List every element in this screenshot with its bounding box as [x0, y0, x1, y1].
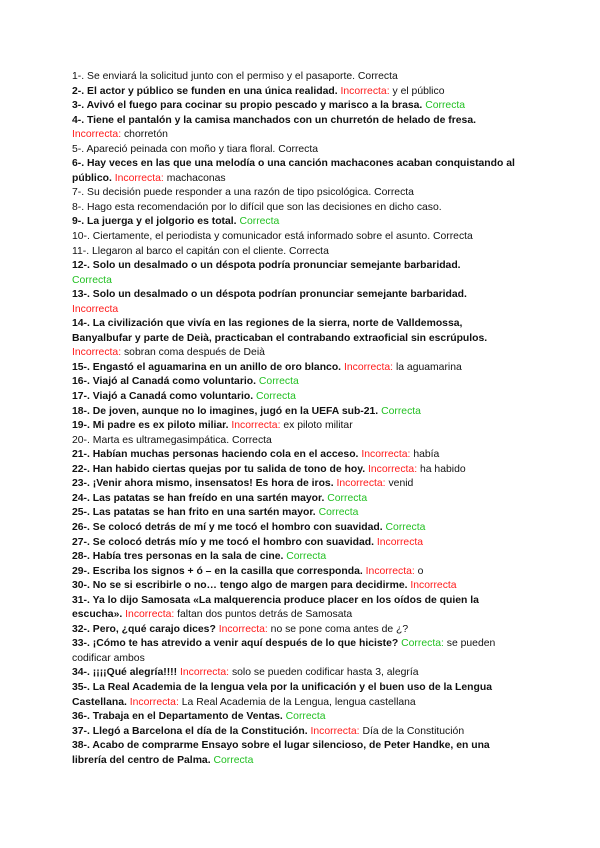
verdict-label: Incorrecta: [231, 420, 281, 432]
correction-note: chorretón [123, 129, 168, 141]
list-item [72, 594, 520, 623]
list-item [72, 419, 520, 434]
sentence-text: 30-. No se si escribirle o no… tengo algo de margen para decidirme. [72, 580, 408, 592]
verdict-label: Correcta [385, 521, 426, 533]
sentence-text: 17-. Viajó a Canadá como voluntario. [72, 391, 254, 403]
sentence-text: 22-. Han habido ciertas quejas por tu salida de tono de hoy. [72, 463, 366, 475]
sentence-text: 31-. Ya lo dijo Samosata «La malquerencia produce placer en los oídos de quien la escucha». [72, 594, 479, 621]
correction-note: La Real Academia de la Lengua, lengua castellana [181, 696, 416, 708]
verdict-label: Incorrecta [376, 536, 424, 548]
list-item [72, 681, 520, 710]
verdict-label: Correcta [432, 231, 473, 243]
verdict-label: Incorrecta [72, 303, 119, 315]
correction-note: no se pone coma antes de ¿? [270, 623, 409, 635]
list-item [72, 405, 520, 420]
verdict-label: Incorrecta: [114, 172, 164, 184]
list-item [72, 565, 520, 580]
list-item [72, 579, 520, 594]
sentence-text: 2-. El actor y público se funden en una única realidad. [72, 85, 338, 97]
list-item [72, 375, 520, 390]
list-item [72, 259, 520, 288]
list-item [72, 114, 520, 143]
correction-note: sobran coma después de Deià [123, 347, 265, 359]
correction-note: ha habido [419, 463, 466, 475]
verdict-label: Correcta [286, 551, 327, 563]
verdict-label: Incorrecta: [125, 609, 175, 621]
correction-note: y el público [392, 85, 445, 97]
list-item [72, 463, 520, 478]
verdict-label: Incorrecta: [336, 478, 386, 490]
sentence-text: 24-. Las patatas se han freído en una sartén mayor. [72, 492, 325, 504]
sentence-text: 18-. De joven, aunque no lo imagines, jugó en la UEFA sub-21. [72, 405, 379, 417]
verdict-label: Correcta [239, 216, 280, 228]
verdict-label: Correcta [258, 376, 299, 388]
sentence-text: 35-. La Real Academia de la lengua vela por la unificación y el buen uso de la Lengua Castellana. [72, 681, 492, 708]
verdict-label: Incorrecta: [361, 449, 411, 461]
list-item [72, 623, 520, 638]
sentence-text: 5-. Apareció peinada con moño y tiara floral. [72, 143, 276, 155]
verdict-label: Incorrecta: [310, 725, 360, 737]
verdict-label: Correcta [278, 143, 319, 155]
verdict-label: Incorrecta: [368, 463, 418, 475]
sentence-text: 38-. Acabo de comprarme Ensayo sobre el lugar silencioso, de Peter Handke, en una librería del centro de Palma. [72, 740, 490, 766]
list-item [72, 506, 520, 521]
correction-note: Día de la Constitución [362, 725, 465, 737]
verdict-label: Correcta [285, 711, 326, 723]
sentence-text: 36-. Trabaja en el Departamento de Ventas. [72, 711, 283, 723]
sentence-text: 25-. Las patatas se han frito en una sartén mayor. [72, 507, 316, 519]
verdict-label: Incorrecta: [129, 696, 179, 708]
verdict-label: Correcta [425, 100, 466, 112]
sentence-text: 6-. Hay veces en las que una melodía o una canción machacones acaban conquistando al público. [72, 158, 515, 184]
list-item [72, 477, 520, 492]
sentence-text: 10-. Ciertamente, el periodista y comunicador está informado sobre el asunto. [72, 231, 431, 243]
sentence-text: 15-. Engastó el aguamarina en un anillo de oro blanco. [72, 361, 342, 373]
list-item [72, 317, 520, 361]
sentence-text: 37-. Llegó a Barcelona el día de la Constitución. [72, 725, 308, 737]
verdict-label: Correcta [289, 245, 329, 257]
correction-note: solo se pueden codificar hasta 3, alegría [231, 667, 419, 679]
list-item [72, 666, 520, 681]
verdict-label: Correcta [231, 434, 272, 446]
list-item [72, 186, 520, 201]
list-item [72, 288, 520, 317]
correction-note: venid [388, 478, 414, 490]
sentence-text: 4-. Tiene el pantalón y la camisa manchados con un churretón de helado de fresa. [72, 114, 477, 126]
list-item [72, 157, 520, 186]
verdict-label: Incorrecta [410, 580, 457, 592]
verdict-label: Correcta [374, 187, 414, 199]
list-item [72, 245, 520, 260]
sentence-text: 28-. Había tres personas en la sala de cine. [72, 551, 284, 563]
list-item [72, 550, 520, 565]
verdict-label: Correcta [318, 507, 359, 519]
verdict-label: Incorrecta: [179, 667, 230, 679]
list-item [72, 710, 520, 725]
correction-note: machaconas [166, 172, 226, 184]
list-item [72, 739, 520, 768]
list-item [72, 85, 520, 100]
sentence-text: 9-. La juerga y el jolgorio es total. [72, 216, 237, 228]
verdict-label: Incorrecta: [343, 361, 394, 373]
sentence-text: 26-. Se colocó detrás de mí y me tocó el hombro con suavidad. [72, 521, 383, 533]
sentence-text: 12-. Solo un desalmado o un déspota podría pronunciar semejante barbaridad. [72, 260, 461, 272]
sentence-text: 14-. La civilización que vivía en las regiones de la sierra, norte de Valldemossa, Banyalbufar y parte de Deià, practicaban el contrabando extraoficial sin escrúpulos. [72, 318, 488, 344]
sentence-text: 16-. Viajó al Canadá como voluntario. [72, 376, 257, 388]
sentence-text: 27-. Se colocó detrás mío y me tocó el hombro con suavidad. [72, 536, 374, 548]
sentence-text: 1-. Se enviará la solicitud junto con el permiso y el pasaporte. [72, 71, 356, 82]
sentence-text: 13-. Solo un desalmado o un déspota podrían pronunciar semejante barbaridad. [72, 289, 467, 301]
verdict-label: Incorrecta: [72, 347, 122, 359]
sentence-text: 34-. ¡¡¡¡Qué alegría!!!! [72, 667, 178, 679]
list-item [72, 448, 520, 463]
sentence-text: 8-. Hago esta recomendación por lo difícil que son las decisiones en dicho caso. [72, 201, 442, 213]
verdict-label: Incorrecta: [365, 565, 415, 577]
sentence-text: 23-. ¡Venir ahora mismo, insensatos! Es hora de iros. [72, 478, 334, 490]
list-item [72, 143, 520, 158]
sentence-text: 7-. Su decisión puede responder a una razón de tipo psicológica. [72, 187, 372, 199]
list-item [72, 70, 520, 85]
correction-note: la aguamarina [395, 361, 462, 373]
sentence-text: 11-. Llegaron al barco el capitán con el cliente. [72, 245, 287, 257]
verdict-label: Correcta [381, 405, 421, 417]
verdict-label: Correcta [357, 71, 398, 82]
list-item [72, 99, 520, 114]
sentence-text: 29-. Escriba los signos + ó – en la casilla que corresponda. [72, 565, 363, 577]
sentence-text: 32-. Pero, ¿qué carajo dices? [72, 623, 216, 635]
list-item [72, 390, 520, 405]
list-item [72, 492, 520, 507]
list-item [72, 637, 520, 666]
verdict-label: Correcta [213, 754, 254, 766]
sentence-text: 33-. ¡Cómo te has atrevido a venir aquí después de lo que hiciste? [72, 638, 399, 650]
correction-note: faltan dos puntos detrás de Samosata [177, 609, 353, 621]
verdict-label: Incorrecta: [340, 85, 390, 97]
verdict-label: Correcta [256, 391, 296, 403]
verdict-label: Correcta: [401, 638, 444, 650]
verdict-label: Correcta [327, 492, 368, 504]
sentence-text: 19-. Mi padre es ex piloto miliar. [72, 420, 229, 432]
list-item [72, 434, 520, 449]
list-item [72, 215, 520, 230]
sentence-text: 3-. Avivó el fuego para cocinar su propio pescado y marisco a la brasa. [72, 100, 423, 112]
verdict-label: Correcta [72, 274, 112, 286]
correction-note: o [417, 565, 424, 577]
list-item [72, 536, 520, 551]
list-item [72, 230, 520, 245]
list-item [72, 361, 520, 376]
exercise-list [72, 70, 520, 768]
list-item [72, 521, 520, 536]
list-item [72, 725, 520, 740]
verdict-label: Incorrecta: [72, 129, 122, 141]
sentence-text: 21-. Habían muchas personas haciendo cola en el acceso. [72, 449, 359, 461]
sentence-text: 20-. Marta es ultramegasimpática. [72, 434, 230, 446]
correction-note: se pueden codificar ambos [72, 638, 496, 664]
list-item [72, 201, 520, 216]
verdict-label: Incorrecta: [218, 623, 268, 635]
correction-note: ex piloto militar [283, 420, 353, 432]
correction-note: había [413, 449, 440, 461]
